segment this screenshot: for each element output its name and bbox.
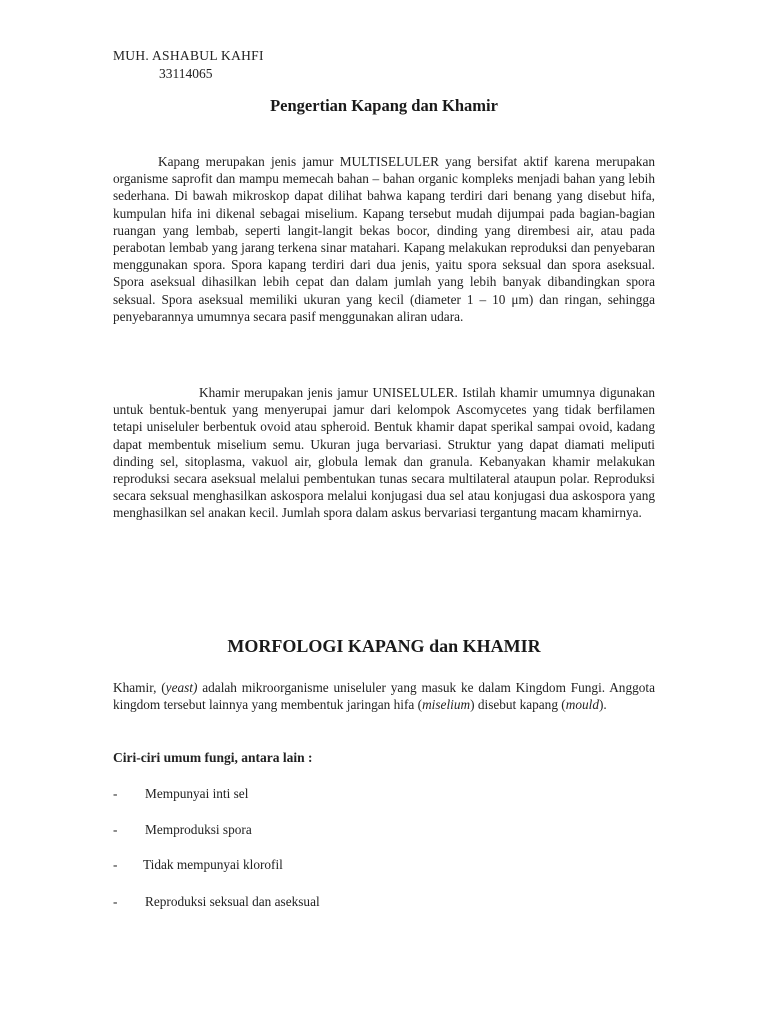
list-bullet: -	[113, 786, 118, 801]
list-bullet: -	[113, 894, 118, 909]
intro-text-2: adalah mikroorganisme uniseluler yang masuk ke dalam Kingdom Fungi. Anggota kingdom tersebut lainnya yang membentuk jaringan hifa (	[113, 680, 655, 713]
intro-mould: mould	[565, 697, 599, 713]
list-item-text: Memproduksi spora	[145, 822, 252, 837]
list-item-text: Tidak mempunyai klorofil	[143, 857, 283, 872]
paragraph-khamir: Khamir merupakan jenis jamur UNISELULER. Istilah khamir umumnya digunakan untuk bentuk-bentuk yang menyerupai jamur dari kelompok Ascomycetes yang tidak berfilamen tetapi uniseluler berbentuk ovoid atau spheroid. Bentuk khamir dapat sperikal sampai ovoid, kadang dapat membentuk miselium semu. Ukuran juga bervariasi. Struktur yang dapat diamati meliputi dinding sel, sitoplasma, vakuol air, globula lemak dan granula. Kebanyakan khamir melakukan reproduksi secara aseksual melalui pembentukan tunas secara multilateral ataupun polar. Reproduksi secara seksual menghasilkan askospora melalui konjugasi dua sel atau konjugasi dua askospora yang menghasilkan sel anakan kecil. Jumlah spora dalam askus bervariasi tergantung macam khamirnya.	[113, 385, 655, 521]
intro-yeast: yeast)	[165, 680, 198, 695]
intro-text-1: Khamir, (	[113, 680, 166, 695]
author-name: MUH. ASHABUL KAHFI	[113, 48, 264, 63]
intro-text-4: ).	[598, 697, 607, 713]
paragraph-morfologi-intro	[113, 679, 655, 713]
intro-miselium: miselium	[422, 697, 471, 713]
paragraph-kapang: Kapang merupakan jenis jamur MULTISELULER yang bersifat aktif karena merupakan organisme saprofit dan mampu memecah bahan – bahan organic kompleks menjadi bahan yang lebih sederhana. Di bawah mikroskop dapat dilihat bahwa kapang terdiri dari benang yang disebut hifa, kumpulan hifa ini dikenal sebagai miselium. Kapang tersebut mudah dijumpai pada bagian-bagian ruangan yang lembab, seperti langit-langit bekas bocor, dinding yang dirembesi air, atau pada perabotan lembab yang jarang terkena sinar matahari. Kapang melakukan reproduksi dan penyebaran menggunakan spora. Spora kapang terdiri dari dua jenis, yaitu spora seksual dan spora aseksual. Spora aseksual dihasilkan lebih cepat dan dalam jumlah yang lebih banyak dibandingkan spora seksual. Spora aseksual memiliki ukuran yang kecil (diameter 1 – 10 μm) dan ringan, sehingga penyebarannya umumnya secara pasif menggunakan aliran udara.	[113, 154, 655, 324]
list-item-text: Mempunyai inti sel	[145, 786, 249, 801]
list-item-text: Reproduksi seksual dan aseksual	[145, 894, 320, 909]
list-bullet: -	[113, 857, 118, 872]
intro-text-3: ) disebut kapang (	[470, 697, 566, 713]
section-title-morfologi: MORFOLOGI KAPANG dan KHAMIR	[227, 636, 541, 656]
section-title-pengertian: Pengertian Kapang dan Khamir	[270, 96, 498, 115]
ciri-heading: Ciri-ciri umum fungi, antara lain :	[113, 750, 313, 765]
student-id: 33114065	[159, 66, 213, 81]
list-bullet: -	[113, 822, 118, 837]
